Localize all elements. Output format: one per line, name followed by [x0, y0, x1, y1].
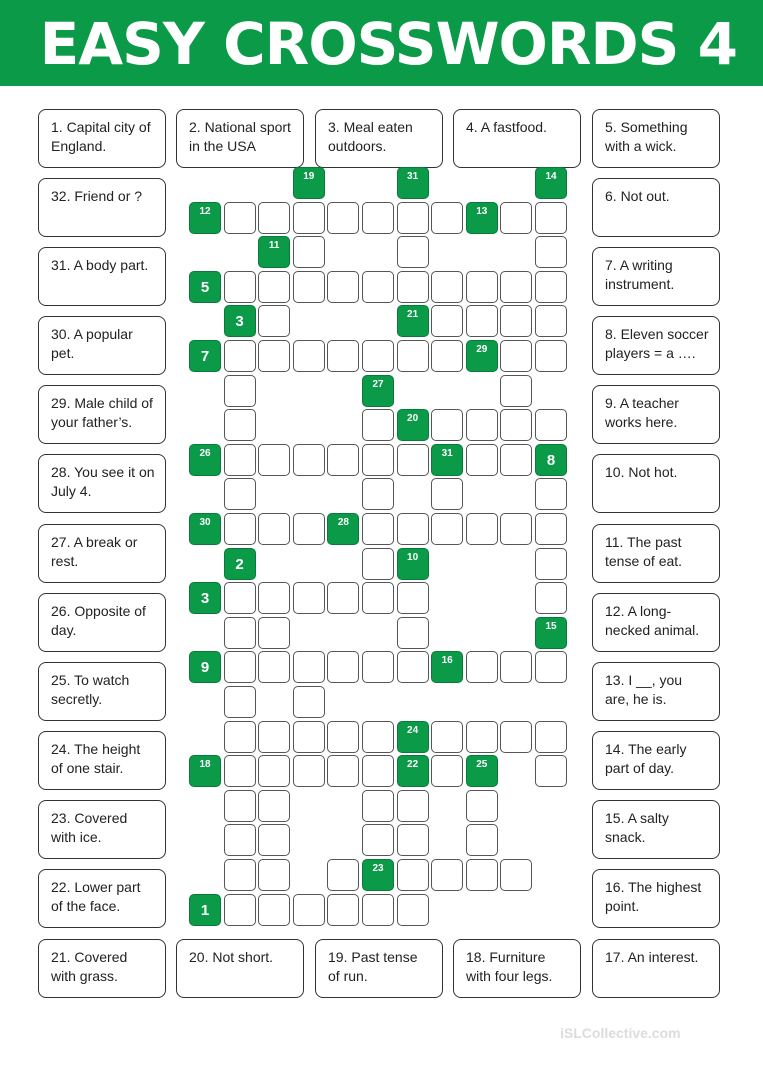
- clue-box: 9. A teacher works here.: [592, 385, 720, 444]
- grid-cell[interactable]: [397, 202, 429, 234]
- numbered-cell[interactable]: [535, 167, 567, 199]
- clue-box: 14. The early part of day.: [592, 731, 720, 790]
- grid-cell[interactable]: [500, 721, 532, 753]
- clue-box: 31. A body part.: [38, 247, 166, 306]
- grid-cell[interactable]: [327, 202, 359, 234]
- numbered-cell[interactable]: [397, 721, 429, 753]
- grid-cell[interactable]: [431, 513, 463, 545]
- grid-cell[interactable]: [500, 859, 532, 891]
- grid-cell[interactable]: [500, 513, 532, 545]
- cell-number: 22: [407, 759, 419, 771]
- grid-cell[interactable]: [258, 617, 290, 649]
- grid-cell[interactable]: [397, 617, 429, 649]
- grid-cell[interactable]: [327, 755, 359, 787]
- grid-cell[interactable]: [224, 721, 256, 753]
- clue-box: 21. Covered with grass.: [38, 939, 166, 998]
- grid-cell[interactable]: [466, 305, 498, 337]
- grid-cell[interactable]: [397, 444, 429, 476]
- grid-cell[interactable]: [224, 582, 256, 614]
- grid-cell[interactable]: [362, 340, 394, 372]
- grid-cell[interactable]: [500, 651, 532, 683]
- cell-number: 28: [337, 517, 349, 528]
- grid-cell[interactable]: [535, 271, 567, 303]
- grid-cell[interactable]: [466, 721, 498, 753]
- cell-number: 8: [546, 451, 556, 469]
- grid-cell[interactable]: [362, 478, 394, 510]
- grid-cell[interactable]: [327, 444, 359, 476]
- grid-cell[interactable]: [258, 651, 290, 683]
- grid-cell[interactable]: [466, 859, 498, 891]
- grid-cell[interactable]: [293, 202, 325, 234]
- numbered-cell[interactable]: [224, 305, 256, 337]
- grid-cell[interactable]: [224, 755, 256, 787]
- numbered-cell[interactable]: [362, 859, 394, 891]
- cell-number: 24: [407, 724, 419, 736]
- numbered-cell[interactable]: [397, 548, 429, 580]
- clue-box: 26. Opposite of day.: [38, 593, 166, 652]
- grid-cell[interactable]: [258, 582, 290, 614]
- cell-number: 9: [200, 659, 210, 677]
- numbered-cell[interactable]: [189, 202, 221, 234]
- grid-cell[interactable]: [535, 721, 567, 753]
- grid-cell[interactable]: [258, 721, 290, 753]
- grid-cell[interactable]: [362, 409, 394, 441]
- cell-number: 3: [200, 590, 210, 608]
- grid-cell[interactable]: [535, 478, 567, 510]
- grid-cell[interactable]: [431, 202, 463, 234]
- grid-cell[interactable]: [535, 582, 567, 614]
- grid-cell[interactable]: [466, 824, 498, 856]
- grid-cell[interactable]: [431, 755, 463, 787]
- cell-number: 25: [476, 759, 488, 771]
- grid-cell[interactable]: [362, 755, 394, 787]
- cell-number: 3: [235, 313, 244, 331]
- grid-cell[interactable]: [397, 513, 429, 545]
- grid-cell[interactable]: [397, 651, 429, 683]
- clue-box: 5. Something with a wick.: [592, 109, 720, 168]
- grid-cell[interactable]: [535, 513, 567, 545]
- numbered-cell[interactable]: [431, 444, 463, 476]
- grid-cell[interactable]: [258, 305, 290, 337]
- numbered-cell[interactable]: [466, 202, 498, 234]
- numbered-cell[interactable]: [466, 755, 498, 787]
- cell-number: 2: [235, 555, 244, 573]
- grid-cell[interactable]: [258, 755, 290, 787]
- clue-box: 7. A writing instrument.: [592, 247, 720, 306]
- clue-box: 1. Capital city of England.: [38, 109, 166, 168]
- numbered-cell[interactable]: [189, 444, 221, 476]
- grid-cell[interactable]: [535, 755, 567, 787]
- grid-cell[interactable]: [500, 202, 532, 234]
- numbered-cell[interactable]: [327, 513, 359, 545]
- cell-number: 21: [407, 309, 419, 321]
- cell-number: 14: [545, 171, 557, 182]
- cell-number: 18: [199, 759, 211, 771]
- numbered-cell[interactable]: [397, 409, 429, 441]
- clue-box: 27. A break or rest.: [38, 524, 166, 583]
- grid-cell[interactable]: [224, 202, 256, 234]
- grid-cell[interactable]: [293, 721, 325, 753]
- clue-box: 25. To watch secretly.: [38, 662, 166, 721]
- grid-cell[interactable]: [224, 894, 256, 926]
- numbered-cell[interactable]: [189, 340, 221, 372]
- grid-cell[interactable]: [293, 755, 325, 787]
- cell-number: 11: [268, 240, 280, 252]
- grid-cell[interactable]: [397, 582, 429, 614]
- numbered-cell[interactable]: [535, 444, 567, 476]
- numbered-cell[interactable]: [397, 305, 429, 337]
- grid-cell[interactable]: [224, 478, 256, 510]
- numbered-cell[interactable]: [397, 755, 429, 787]
- grid-cell[interactable]: [362, 790, 394, 822]
- clue-box: 19. Past tense of run.: [315, 939, 443, 998]
- grid-cell[interactable]: [397, 790, 429, 822]
- numbered-cell[interactable]: [397, 167, 429, 199]
- grid-cell[interactable]: [431, 409, 463, 441]
- clue-box: 18. Furniture with four legs.: [453, 939, 581, 998]
- cell-number: 23: [372, 863, 384, 874]
- grid-cell[interactable]: [327, 651, 359, 683]
- cell-number: 27: [372, 378, 384, 390]
- numbered-cell[interactable]: [224, 548, 256, 580]
- cell-number: 15: [545, 620, 557, 632]
- cell-number: 12: [199, 205, 211, 217]
- grid-cell[interactable]: [362, 444, 394, 476]
- cell-number: 1: [200, 901, 210, 919]
- grid-cell[interactable]: [500, 444, 532, 476]
- grid-cell[interactable]: [327, 271, 359, 303]
- clue-box: 3. Meal eaten outdoors.: [315, 109, 443, 168]
- grid-cell[interactable]: [431, 271, 463, 303]
- grid-cell[interactable]: [258, 513, 290, 545]
- clue-box: 24. The height of one stair.: [38, 731, 166, 790]
- grid-cell[interactable]: [362, 824, 394, 856]
- numbered-cell[interactable]: [258, 236, 290, 268]
- grid-cell[interactable]: [466, 651, 498, 683]
- grid-cell[interactable]: [258, 340, 290, 372]
- numbered-cell[interactable]: [431, 651, 463, 683]
- grid-cell[interactable]: [431, 305, 463, 337]
- cell-number: 5: [200, 278, 210, 296]
- grid-cell[interactable]: [431, 340, 463, 372]
- grid-cell[interactable]: [466, 271, 498, 303]
- clue-box: 29. Male child of your father’s.: [38, 385, 166, 444]
- grid-cell[interactable]: [224, 651, 256, 683]
- grid-cell[interactable]: [327, 721, 359, 753]
- grid-cell[interactable]: [224, 375, 256, 407]
- grid-cell[interactable]: [224, 340, 256, 372]
- grid-cell[interactable]: [397, 340, 429, 372]
- numbered-cell[interactable]: [189, 755, 221, 787]
- cell-number: 31: [407, 171, 419, 182]
- grid-cell[interactable]: [431, 721, 463, 753]
- grid-cell[interactable]: [362, 271, 394, 303]
- grid-cell[interactable]: [466, 513, 498, 545]
- clue-box: 22. Lower part of the face.: [38, 869, 166, 928]
- clue-box: 32. Friend or ?: [38, 178, 166, 237]
- grid-cell[interactable]: [535, 409, 567, 441]
- grid-cell[interactable]: [327, 859, 359, 891]
- grid-cell[interactable]: [397, 236, 429, 268]
- cell-number: 19: [303, 171, 315, 182]
- grid-cell[interactable]: [466, 444, 498, 476]
- numbered-cell[interactable]: [189, 582, 221, 614]
- grid-cell[interactable]: [293, 236, 325, 268]
- grid-cell[interactable]: [293, 651, 325, 683]
- grid-cell[interactable]: [535, 340, 567, 372]
- grid-cell[interactable]: [535, 548, 567, 580]
- grid-cell[interactable]: [224, 409, 256, 441]
- grid-cell[interactable]: [535, 236, 567, 268]
- cell-number: 16: [441, 655, 453, 667]
- footer-watermark: iSLCollective.com: [560, 1025, 681, 1041]
- grid-cell[interactable]: [535, 202, 567, 234]
- grid-cell[interactable]: [362, 202, 394, 234]
- grid-cell[interactable]: [258, 790, 290, 822]
- grid-cell[interactable]: [327, 582, 359, 614]
- numbered-cell[interactable]: [189, 651, 221, 683]
- clue-box: 6. Not out.: [592, 178, 720, 237]
- grid-cell[interactable]: [293, 582, 325, 614]
- grid-cell[interactable]: [500, 375, 532, 407]
- grid-cell[interactable]: [327, 894, 359, 926]
- numbered-cell[interactable]: [293, 167, 325, 199]
- page-title: EASY CROSSWORDS 4: [39, 10, 737, 78]
- clue-box: 30. A popular pet.: [38, 316, 166, 375]
- grid-cell[interactable]: [258, 202, 290, 234]
- clue-box: 16. The highest point.: [592, 869, 720, 928]
- grid-cell[interactable]: [466, 409, 498, 441]
- grid-cell[interactable]: [500, 271, 532, 303]
- grid-cell[interactable]: [535, 305, 567, 337]
- grid-cell[interactable]: [362, 548, 394, 580]
- clue-box: 23. Covered with ice.: [38, 800, 166, 859]
- grid-cell[interactable]: [293, 686, 325, 718]
- grid-cell[interactable]: [224, 271, 256, 303]
- grid-cell[interactable]: [224, 859, 256, 891]
- grid-cell[interactable]: [293, 271, 325, 303]
- grid-cell[interactable]: [535, 651, 567, 683]
- grid-cell[interactable]: [258, 824, 290, 856]
- clue-box: 2. National sport in the USA: [176, 109, 304, 168]
- grid-cell[interactable]: [362, 651, 394, 683]
- grid-cell[interactable]: [293, 894, 325, 926]
- cell-number: 30: [199, 517, 211, 528]
- clue-box: 17. An interest.: [592, 939, 720, 998]
- grid-cell[interactable]: [293, 340, 325, 372]
- grid-cell[interactable]: [258, 271, 290, 303]
- grid-cell[interactable]: [500, 409, 532, 441]
- clue-box: 4. A fastfood.: [453, 109, 581, 168]
- grid-cell[interactable]: [431, 478, 463, 510]
- grid-cell[interactable]: [362, 721, 394, 753]
- clue-box: 20. Not short.: [176, 939, 304, 998]
- cell-number: 10: [407, 551, 419, 563]
- numbered-cell[interactable]: [189, 894, 221, 926]
- grid-cell[interactable]: [258, 894, 290, 926]
- grid-cell[interactable]: [224, 444, 256, 476]
- grid-cell[interactable]: [327, 340, 359, 372]
- clue-box: 13. I __, you are, he is.: [592, 662, 720, 721]
- grid-cell[interactable]: [500, 305, 532, 337]
- grid-cell[interactable]: [397, 824, 429, 856]
- grid-cell[interactable]: [397, 859, 429, 891]
- cell-number: 26: [199, 447, 211, 459]
- grid-cell[interactable]: [362, 582, 394, 614]
- cell-number: 29: [476, 344, 488, 355]
- numbered-cell[interactable]: [189, 271, 221, 303]
- grid-cell[interactable]: [362, 513, 394, 545]
- cell-number: 31: [441, 447, 453, 459]
- cell-number: 7: [200, 348, 210, 365]
- grid-cell[interactable]: [258, 444, 290, 476]
- grid-cell[interactable]: [224, 686, 256, 718]
- numbered-cell[interactable]: [535, 617, 567, 649]
- cell-number: 20: [407, 413, 419, 425]
- grid-cell[interactable]: [500, 340, 532, 372]
- grid-cell[interactable]: [397, 271, 429, 303]
- grid-cell[interactable]: [466, 790, 498, 822]
- cell-number: 13: [476, 205, 488, 217]
- numbered-cell[interactable]: [466, 340, 498, 372]
- grid-cell[interactable]: [224, 617, 256, 649]
- clue-box: 15. A salty snack.: [592, 800, 720, 859]
- clue-box: 12. A long-necked animal.: [592, 593, 720, 652]
- grid-cell[interactable]: [258, 859, 290, 891]
- grid-cell[interactable]: [224, 513, 256, 545]
- grid-cell[interactable]: [293, 513, 325, 545]
- grid-cell[interactable]: [397, 894, 429, 926]
- grid-cell[interactable]: [431, 859, 463, 891]
- numbered-cell[interactable]: [362, 375, 394, 407]
- clue-box: 11. The past tense of eat.: [592, 524, 720, 583]
- grid-cell[interactable]: [362, 894, 394, 926]
- clue-box: 8. Eleven soccer players = a ….: [592, 316, 720, 375]
- grid-cell[interactable]: [293, 444, 325, 476]
- grid-cell[interactable]: [224, 824, 256, 856]
- grid-cell[interactable]: [224, 790, 256, 822]
- clue-box: 28. You see it on July 4.: [38, 454, 166, 513]
- numbered-cell[interactable]: [189, 513, 221, 545]
- clue-box: 10. Not hot.: [592, 454, 720, 513]
